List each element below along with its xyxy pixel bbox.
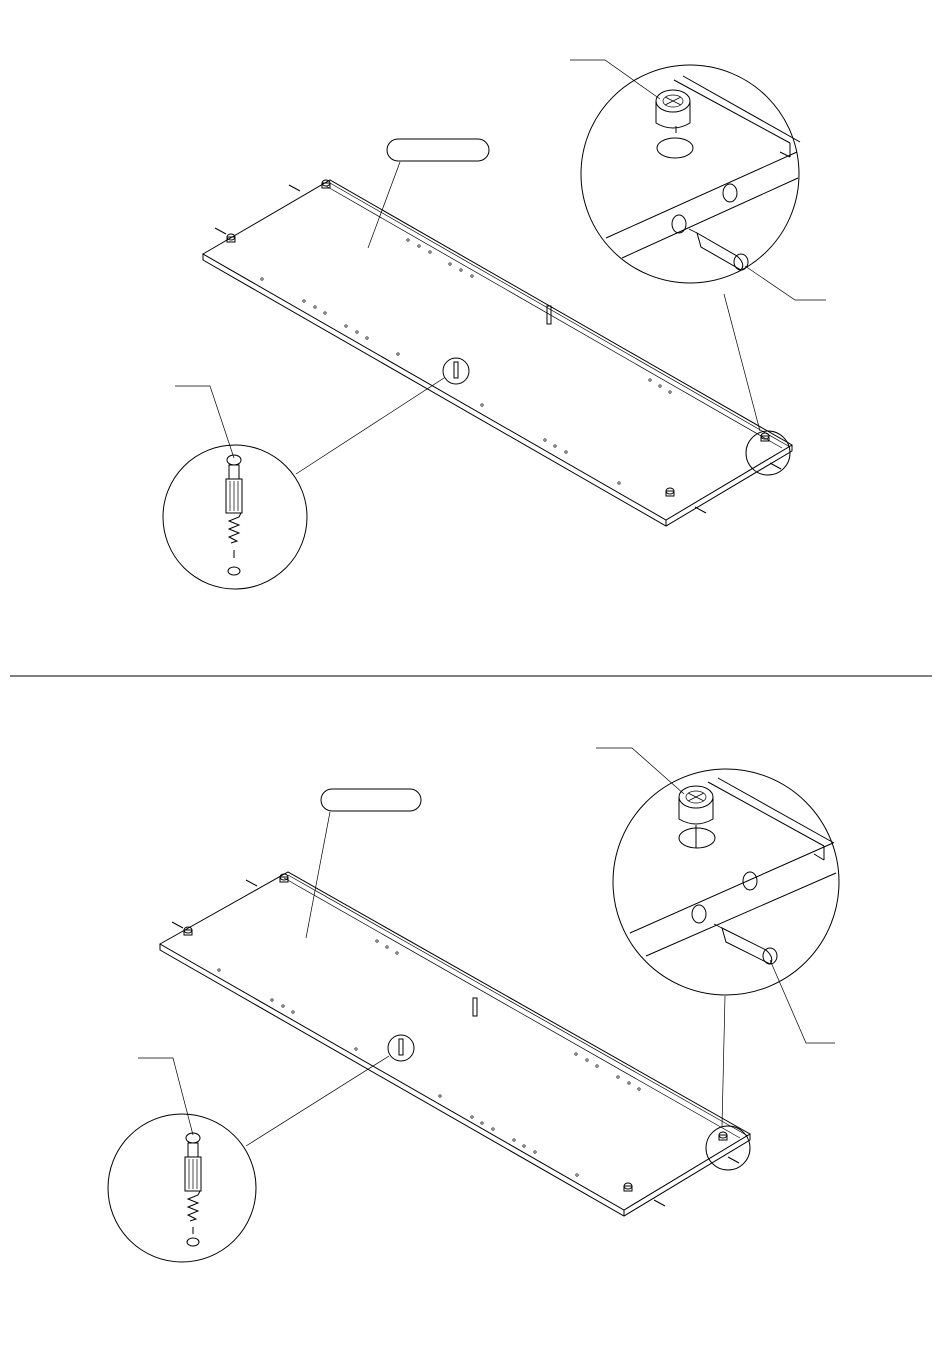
wooden-dowel-icon (689, 229, 748, 270)
cam-bolt-detail (108, 1035, 414, 1262)
step-2 (108, 748, 839, 1262)
board-panel (160, 872, 750, 1216)
step-1 (163, 60, 826, 589)
cam-bolt-detail (163, 358, 469, 589)
cam-lock-icon (679, 786, 715, 848)
wooden-dowel-icon (714, 924, 777, 964)
cam-lock-icon (656, 90, 693, 158)
board-panel (203, 180, 792, 526)
cam-bolt-icon (226, 455, 242, 575)
cam-bolt-icon (185, 1133, 201, 1246)
